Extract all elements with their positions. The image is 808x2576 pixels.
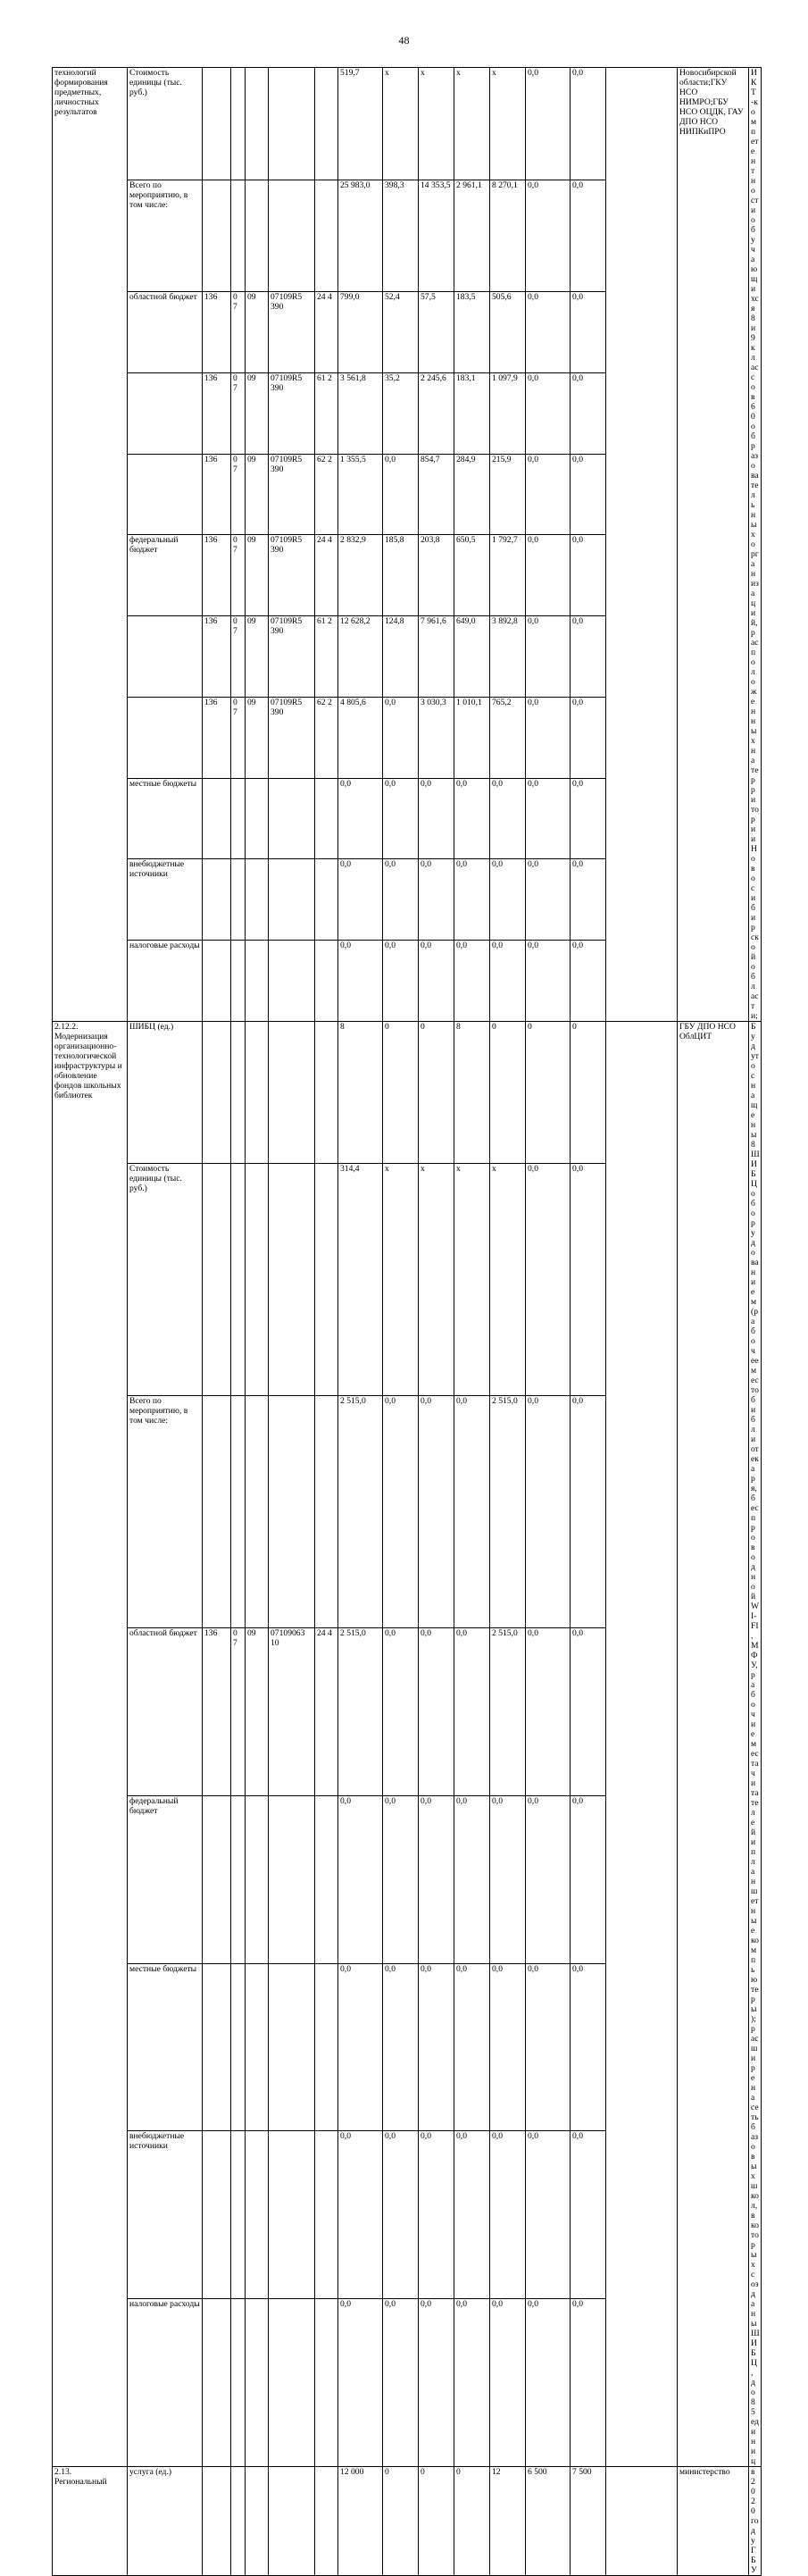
- value-cell: 0,0: [526, 859, 571, 941]
- value-cell: [315, 778, 338, 859]
- value-cell: 62 2: [315, 454, 338, 535]
- value-cell: 24 4: [315, 1627, 338, 1795]
- value-cell: [231, 2299, 246, 2467]
- value-cell: 0,0: [383, 1627, 419, 1795]
- value-cell: [246, 1795, 269, 1963]
- value-cell: 0,0: [454, 859, 490, 941]
- value-cell: 7 500: [571, 2467, 606, 2576]
- indicator-cell: федеральный бюджет: [128, 1795, 203, 1963]
- value-cell: 0,0: [571, 1395, 606, 1627]
- value-cell: 284,9: [454, 454, 490, 535]
- value-cell: [231, 1022, 246, 1164]
- value-cell: [246, 2299, 269, 2467]
- value-cell: 1 097,9: [490, 373, 526, 455]
- value-cell: [269, 1022, 315, 1164]
- value-cell: 0,0: [571, 2299, 606, 2467]
- value-cell: 0 7: [231, 373, 246, 455]
- value-cell: 0 7: [231, 1627, 246, 1795]
- value-cell: 0,0: [338, 859, 383, 941]
- value-cell: 0,0: [383, 697, 419, 778]
- value-cell: [203, 1022, 231, 1164]
- value-cell: 0,0: [338, 1795, 383, 1963]
- value-cell: 215,9: [490, 454, 526, 535]
- value-cell: 12 000: [338, 2467, 383, 2576]
- value-cell: 07109R5 390: [269, 373, 315, 455]
- indicator-cell: налоговые расходы: [128, 941, 203, 1022]
- value-cell: 183,5: [454, 292, 490, 373]
- value-cell: 0,0: [526, 1963, 571, 2131]
- value-cell: 07109R5 390: [269, 454, 315, 535]
- value-cell: [269, 1163, 315, 1395]
- table-row: [53, 2467, 762, 2576]
- indicator-cell: местные бюджеты: [128, 778, 203, 859]
- value-cell: 505,6: [490, 292, 526, 373]
- value-cell: 14 353,5: [419, 180, 454, 292]
- value-cell: 398,3: [383, 180, 419, 292]
- value-cell: 0,0: [571, 859, 606, 941]
- value-cell: 0,0: [383, 1963, 419, 2131]
- value-cell: [231, 1163, 246, 1395]
- value-cell: 0,0: [526, 1163, 571, 1395]
- value-cell: [231, 1963, 246, 2131]
- value-cell: [269, 2467, 315, 2576]
- value-cell: [246, 941, 269, 1022]
- value-cell: 07109R5 390: [269, 616, 315, 698]
- value-cell: [315, 1963, 338, 2131]
- value-cell: 0,0: [526, 941, 571, 1022]
- value-cell: 0,0: [571, 2131, 606, 2299]
- value-cell: [269, 941, 315, 1022]
- value-cell: 09: [246, 373, 269, 455]
- value-cell: [269, 859, 315, 941]
- value-cell: [231, 941, 246, 1022]
- value-cell: 0,0: [571, 1963, 606, 2131]
- value-cell: х: [419, 68, 454, 180]
- value-cell: 0,0: [454, 1795, 490, 1963]
- value-cell: 62 2: [315, 697, 338, 778]
- value-cell: [246, 2131, 269, 2299]
- value-cell: 0,0: [526, 2299, 571, 2467]
- value-cell: 0,0: [571, 616, 606, 698]
- value-cell: 61 2: [315, 616, 338, 698]
- value-cell: 0,0: [454, 2299, 490, 2467]
- value-cell: 0,0: [526, 616, 571, 698]
- value-cell: [203, 1795, 231, 1963]
- value-cell: 07109R5 390: [269, 535, 315, 616]
- value-cell: 2 515,0: [338, 1627, 383, 1795]
- value-cell: [203, 1163, 231, 1395]
- value-cell: [231, 180, 246, 292]
- value-cell: 0,0: [526, 454, 571, 535]
- value-cell: 519,7: [338, 68, 383, 180]
- value-cell: [203, 778, 231, 859]
- value-cell: 0,0: [383, 1395, 419, 1627]
- value-cell: 0,0: [454, 778, 490, 859]
- value-cell: [231, 68, 246, 180]
- value-cell: [231, 2131, 246, 2299]
- spacer-cell: [606, 1022, 678, 2467]
- value-cell: 12 628,2: [338, 616, 383, 698]
- value-cell: 2 832,9: [338, 535, 383, 616]
- value-cell: 0,0: [338, 778, 383, 859]
- value-cell: [231, 1795, 246, 1963]
- value-cell: 2 515,0: [490, 1395, 526, 1627]
- value-cell: 0,0: [419, 941, 454, 1022]
- value-cell: 0,0: [571, 454, 606, 535]
- value-cell: 8: [338, 1022, 383, 1164]
- value-cell: 0,0: [419, 2299, 454, 2467]
- value-cell: 8 270,1: [490, 180, 526, 292]
- value-cell: 07109R5 390: [269, 697, 315, 778]
- value-cell: 314,4: [338, 1163, 383, 1395]
- value-cell: 09: [246, 697, 269, 778]
- value-cell: 09: [246, 454, 269, 535]
- value-cell: [246, 68, 269, 180]
- value-cell: 09: [246, 616, 269, 698]
- value-cell: 0,0: [419, 1795, 454, 1963]
- value-cell: 0,0: [454, 1627, 490, 1795]
- value-cell: 1 010,1: [454, 697, 490, 778]
- value-cell: 0,0: [490, 1963, 526, 2131]
- value-cell: [315, 180, 338, 292]
- value-cell: 0,0: [419, 2131, 454, 2299]
- value-cell: [315, 1395, 338, 1627]
- value-cell: 0: [526, 1022, 571, 1164]
- value-cell: 0,0: [419, 1395, 454, 1627]
- value-cell: 4 805,6: [338, 697, 383, 778]
- value-cell: 0,0: [490, 778, 526, 859]
- value-cell: 136: [203, 454, 231, 535]
- value-cell: [269, 68, 315, 180]
- value-cell: 09: [246, 292, 269, 373]
- value-cell: [315, 2467, 338, 2576]
- value-cell: 0,0: [526, 180, 571, 292]
- value-cell: 0,0: [383, 2299, 419, 2467]
- value-cell: 0,0: [383, 454, 419, 535]
- value-cell: 136: [203, 373, 231, 455]
- value-cell: 183,1: [454, 373, 490, 455]
- value-cell: [269, 778, 315, 859]
- value-cell: 61 2: [315, 373, 338, 455]
- value-cell: 0,0: [419, 778, 454, 859]
- value-cell: 3 892,8: [490, 616, 526, 698]
- executor-cell: министерство: [678, 2467, 749, 2576]
- value-cell: [269, 180, 315, 292]
- executor-cell: Новосибирской области;ГКУ НСО НИМРО;ГБУ НСО ОЦДК, ГАУ ДПО НСО НИПКиПРО: [678, 68, 749, 1022]
- value-cell: 0,0: [338, 1963, 383, 2131]
- value-cell: 0: [383, 1022, 419, 1164]
- value-cell: [315, 1163, 338, 1395]
- indicator-cell: местные бюджеты: [128, 1963, 203, 2131]
- value-cell: 0,0: [571, 778, 606, 859]
- value-cell: 2 515,0: [338, 1395, 383, 1627]
- value-cell: 8: [454, 1022, 490, 1164]
- value-cell: [269, 2131, 315, 2299]
- value-cell: 0: [571, 1022, 606, 1164]
- value-cell: 0,0: [490, 941, 526, 1022]
- indicator-cell: [128, 454, 203, 535]
- value-cell: 0,0: [526, 697, 571, 778]
- value-cell: 0: [383, 2467, 419, 2576]
- value-cell: 09: [246, 535, 269, 616]
- value-cell: 2 515,0: [490, 1627, 526, 1795]
- value-cell: 52,4: [383, 292, 419, 373]
- value-cell: 0,0: [526, 1795, 571, 1963]
- program-table: [52, 67, 762, 2576]
- value-cell: 136: [203, 697, 231, 778]
- value-cell: 0,0: [526, 68, 571, 180]
- value-cell: 185,8: [383, 535, 419, 616]
- value-cell: 0,0: [383, 2131, 419, 2299]
- value-cell: 0 7: [231, 697, 246, 778]
- page-number: 48: [398, 34, 410, 46]
- value-cell: 799,0: [338, 292, 383, 373]
- value-cell: [269, 1795, 315, 1963]
- value-cell: 0,0: [383, 1795, 419, 1963]
- executor-cell: ГБУ ДПО НСО ОблЦИТ: [678, 1022, 749, 2467]
- value-cell: 2 245,6: [419, 373, 454, 455]
- value-cell: [231, 859, 246, 941]
- value-cell: 24 4: [315, 292, 338, 373]
- value-cell: 3 030,3: [419, 697, 454, 778]
- indicator-cell: услуга (ед.): [128, 2467, 203, 2576]
- value-cell: 0,0: [419, 859, 454, 941]
- value-cell: 136: [203, 1627, 231, 1795]
- table-row: [53, 1022, 762, 1164]
- indicator-cell: ШИБЦ (ед.): [128, 1022, 203, 1164]
- value-cell: 0 7: [231, 616, 246, 698]
- value-cell: 0 7: [231, 535, 246, 616]
- value-cell: 0 7: [231, 292, 246, 373]
- value-cell: 136: [203, 292, 231, 373]
- value-cell: 0: [419, 2467, 454, 2576]
- value-cell: 0,0: [571, 1163, 606, 1395]
- indicator-cell: Стоимость единицы (тыс. руб.): [128, 68, 203, 180]
- indicator-cell: федеральный бюджет: [128, 535, 203, 616]
- value-cell: 1 355,5: [338, 454, 383, 535]
- value-cell: 35,2: [383, 373, 419, 455]
- value-cell: 0,0: [571, 1627, 606, 1795]
- value-cell: [315, 941, 338, 1022]
- value-cell: 0,0: [571, 292, 606, 373]
- value-cell: 0,0: [490, 859, 526, 941]
- indicator-cell: налоговые расходы: [128, 2299, 203, 2467]
- indicator-cell: внебюджетные источники: [128, 859, 203, 941]
- value-cell: 0,0: [490, 2299, 526, 2467]
- value-cell: 57,5: [419, 292, 454, 373]
- value-cell: [231, 778, 246, 859]
- value-cell: х: [383, 1163, 419, 1395]
- value-cell: 0,0: [526, 373, 571, 455]
- value-cell: [246, 1022, 269, 1164]
- value-cell: х: [419, 1163, 454, 1395]
- indicator-cell: областной бюджет: [128, 292, 203, 373]
- value-cell: 0,0: [571, 1795, 606, 1963]
- value-cell: 0,0: [454, 1395, 490, 1627]
- value-cell: 0,0: [419, 1627, 454, 1795]
- value-cell: [203, 2299, 231, 2467]
- value-cell: 0,0: [526, 1627, 571, 1795]
- spacer-cell: [606, 2467, 678, 2576]
- value-cell: 3 561,8: [338, 373, 383, 455]
- value-cell: 0,0: [571, 535, 606, 616]
- value-cell: 0,0: [571, 697, 606, 778]
- value-cell: 0,0: [338, 2299, 383, 2467]
- value-cell: 0,0: [454, 941, 490, 1022]
- value-cell: 0: [419, 1022, 454, 1164]
- indicator-cell: областной бюджет: [128, 1627, 203, 1795]
- value-cell: 0,0: [571, 373, 606, 455]
- indicator-cell: [128, 697, 203, 778]
- value-cell: [315, 1022, 338, 1164]
- value-cell: [203, 859, 231, 941]
- value-cell: 650,5: [454, 535, 490, 616]
- value-cell: [203, 941, 231, 1022]
- value-cell: 0,0: [454, 2131, 490, 2299]
- value-cell: [246, 859, 269, 941]
- value-cell: [246, 1963, 269, 2131]
- value-cell: [203, 2467, 231, 2576]
- value-cell: [246, 2467, 269, 2576]
- value-cell: [246, 778, 269, 859]
- value-cell: [315, 2299, 338, 2467]
- value-cell: [246, 180, 269, 292]
- value-cell: [246, 1163, 269, 1395]
- value-cell: х: [490, 68, 526, 180]
- value-cell: 0,0: [383, 859, 419, 941]
- value-cell: 0 7: [231, 454, 246, 535]
- value-cell: 0,0: [526, 2131, 571, 2299]
- value-cell: 0,0: [490, 1795, 526, 1963]
- value-cell: [231, 2467, 246, 2576]
- value-cell: 124,8: [383, 616, 419, 698]
- value-cell: [203, 1395, 231, 1627]
- value-cell: [203, 68, 231, 180]
- value-cell: х: [454, 68, 490, 180]
- value-cell: 0: [454, 2467, 490, 2576]
- indicator-cell: Стоимость единицы (тыс. руб.): [128, 1163, 203, 1395]
- value-cell: 0,0: [526, 292, 571, 373]
- value-cell: [315, 1795, 338, 1963]
- value-cell: 0,0: [419, 1963, 454, 2131]
- value-cell: 6 500: [526, 2467, 571, 2576]
- result-cell: в 2020 году ГБУ: [749, 2467, 762, 2576]
- value-cell: 0,0: [338, 2131, 383, 2299]
- value-cell: 07109063 10: [269, 1627, 315, 1795]
- value-cell: 0,0: [526, 535, 571, 616]
- value-cell: 136: [203, 535, 231, 616]
- value-cell: 0: [490, 1022, 526, 1164]
- value-cell: 0,0: [383, 941, 419, 1022]
- value-cell: х: [454, 1163, 490, 1395]
- indicator-cell: Всего по мероприятию, в том числе:: [128, 1395, 203, 1627]
- table-row: [53, 68, 762, 180]
- value-cell: 0,0: [571, 180, 606, 292]
- value-cell: 649,0: [454, 616, 490, 698]
- measure-cell: технологий формирования предметных, личностных результатов: [53, 68, 128, 1022]
- value-cell: [315, 859, 338, 941]
- value-cell: 854,7: [419, 454, 454, 535]
- value-cell: [246, 1395, 269, 1627]
- value-cell: х: [383, 68, 419, 180]
- value-cell: 0,0: [383, 778, 419, 859]
- measure-cell: 2.12.2. Модернизация организационно-технологической инфраструктуры и обновление фондов школьных библиотек: [53, 1022, 128, 2467]
- value-cell: [269, 1395, 315, 1627]
- value-cell: 0,0: [338, 941, 383, 1022]
- result-cell: ИКТ-компетентности обучающихся 8 и 9 классов 60 образовательных организаций, расположенных на территории Новосибирской области;: [749, 68, 762, 1022]
- value-cell: 7 961,6: [419, 616, 454, 698]
- indicator-cell: внебюджетные источники: [128, 2131, 203, 2299]
- value-cell: [315, 2131, 338, 2299]
- value-cell: 07109R5 390: [269, 292, 315, 373]
- value-cell: 0,0: [490, 2131, 526, 2299]
- value-cell: [269, 1963, 315, 2131]
- spacer-cell: [606, 68, 678, 1022]
- value-cell: 0,0: [526, 778, 571, 859]
- value-cell: 0,0: [571, 941, 606, 1022]
- value-cell: 0,0: [571, 68, 606, 180]
- indicator-cell: [128, 616, 203, 698]
- value-cell: [203, 180, 231, 292]
- value-cell: [269, 2299, 315, 2467]
- value-cell: [203, 1963, 231, 2131]
- value-cell: 203,8: [419, 535, 454, 616]
- value-cell: 136: [203, 616, 231, 698]
- value-cell: 2 961,1: [454, 180, 490, 292]
- value-cell: [203, 2131, 231, 2299]
- value-cell: 1 792,7: [490, 535, 526, 616]
- value-cell: 0,0: [454, 1963, 490, 2131]
- value-cell: 0,0: [526, 1395, 571, 1627]
- value-cell: 765,2: [490, 697, 526, 778]
- value-cell: [315, 68, 338, 180]
- value-cell: 25 983,0: [338, 180, 383, 292]
- value-cell: [231, 1395, 246, 1627]
- indicator-cell: [128, 373, 203, 455]
- measure-cell: 2.13. Региональный: [53, 2467, 128, 2576]
- result-cell: Будут оснащены 8 ШИБЦ оборудованием (рабочее место библиотекаря, беспроводной WI-FI, МФУ, рабочие места читателей и планшетные компьютеры); расширена сеть базовых школ, в которых созданы ШИБЦ, до 85 единиц: [749, 1022, 762, 2467]
- value-cell: 09: [246, 1627, 269, 1795]
- value-cell: 12: [490, 2467, 526, 2576]
- value-cell: 24 4: [315, 535, 338, 616]
- indicator-cell: Всего по мероприятию, в том числе:: [128, 180, 203, 292]
- value-cell: х: [490, 1163, 526, 1395]
